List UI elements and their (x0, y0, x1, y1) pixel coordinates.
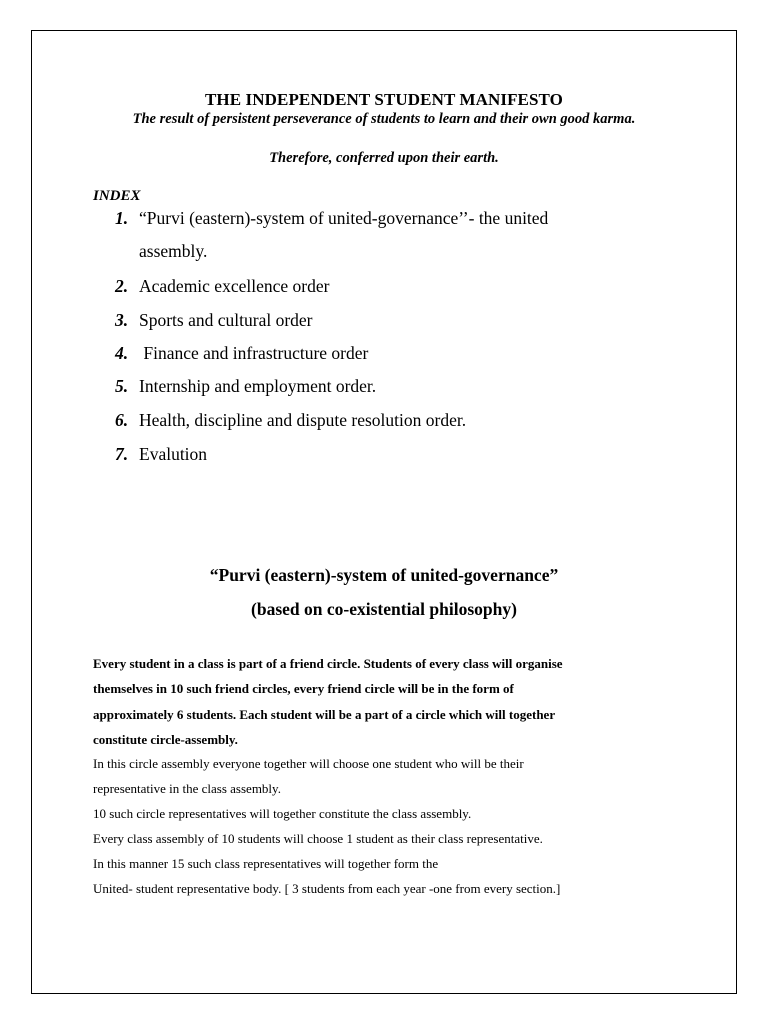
body-text-line: United- student representative body. [ 3 students from each year -one from every section.] (93, 881, 561, 896)
index-item-number: 5. (115, 376, 129, 396)
body-text-line: In this manner 15 such class representatives will together form the (93, 856, 439, 871)
index-item-text: Finance and infrastructure order (139, 343, 369, 363)
index-item-number: 7. (115, 444, 129, 464)
index-item-text: Evalution (139, 444, 208, 464)
body-text-line: approximately 6 students. Each student will be a part of a circle which will together (93, 707, 556, 722)
document-subtitle: The result of persistent perseverance of students to learn and their own good karma. (132, 111, 636, 127)
body-text-line: In this circle assembly everyone together will choose one student who will be their (93, 756, 524, 771)
section-subtitle: (based on co-existential philosophy) (251, 599, 517, 619)
index-item-number: 3. (115, 310, 129, 330)
page-border (31, 30, 737, 994)
body-text-line: Every class assembly of 10 students will choose 1 student as their class representative. (93, 831, 543, 846)
index-item-continuation: assembly. (139, 241, 208, 261)
index-item-text: Sports and cultural order (139, 310, 313, 330)
index-item-number: 1. (115, 208, 129, 228)
body-text-line: 10 such circle representatives will together constitute the class assembly. (93, 806, 472, 821)
body-text-line: themselves in 10 such friend circles, every friend circle will be in the form of (93, 681, 514, 696)
index-item (115, 276, 329, 297)
index-item (115, 444, 207, 465)
document-title: THE INDEPENDENT STUDENT MANIFESTO (204, 90, 564, 109)
body-text-line: Every student in a class is part of a friend circle. Students of every class will organise (93, 656, 563, 671)
index-item-number: 4. (115, 343, 129, 363)
index-item-text: Academic excellence order (139, 276, 330, 296)
index-item-text: Health, discipline and dispute resolution order. (139, 410, 467, 430)
document-subtitle-line2: Therefore, conferred upon their earth. (269, 150, 499, 166)
index-heading: INDEX (93, 188, 141, 204)
index-item-number: 6. (115, 410, 129, 430)
index-item-text: Internship and employment order. (139, 376, 377, 396)
index-item (115, 376, 376, 397)
body-text-line: constitute circle-assembly. (93, 732, 238, 747)
index-item (115, 208, 548, 229)
index-item-text: “Purvi (eastern)-system of united-governance’’- the united (139, 208, 549, 228)
index-item (115, 343, 368, 364)
index-item (115, 310, 313, 331)
body-text-line: representative in the class assembly. (93, 781, 281, 796)
section-title: “Purvi (eastern)-system of united-governance” (209, 565, 559, 585)
index-item-number: 2. (115, 276, 129, 296)
index-item (115, 410, 466, 431)
